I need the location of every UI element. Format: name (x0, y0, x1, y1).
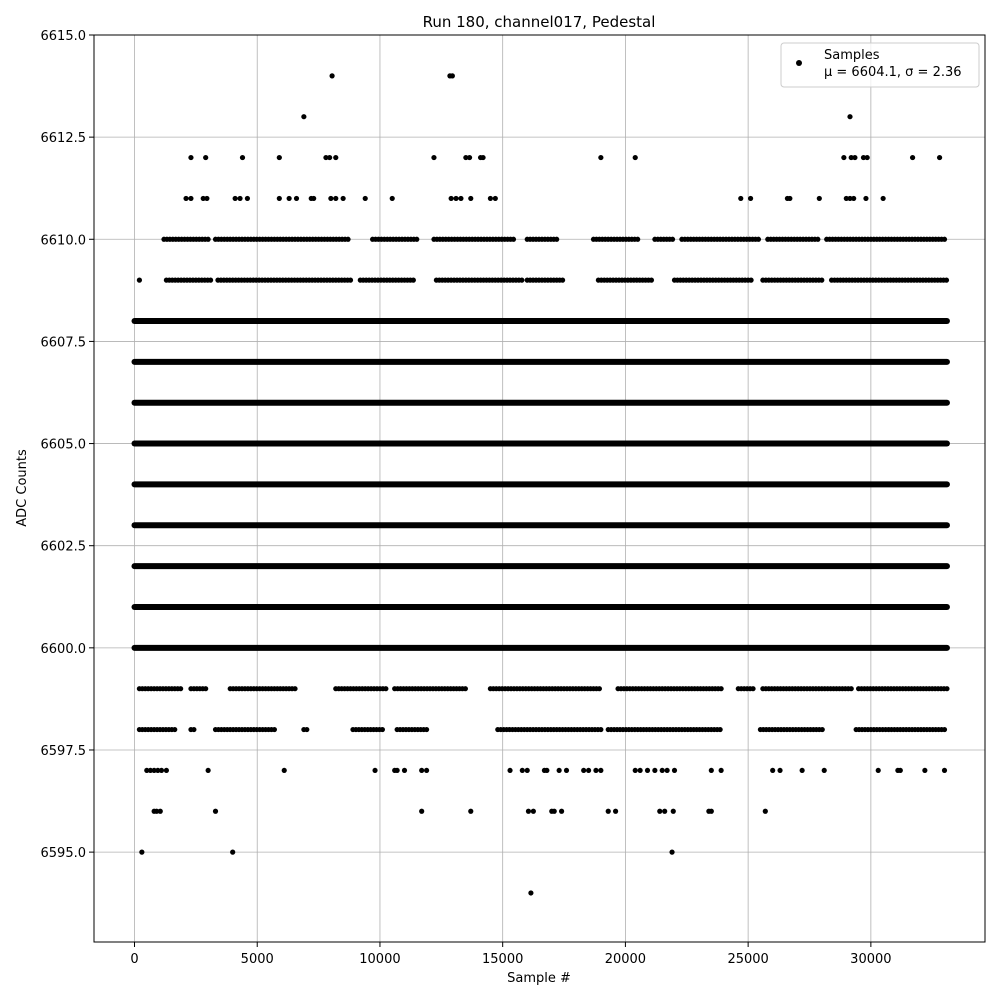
data-point (586, 768, 591, 773)
x-tick-label: 10000 (359, 952, 401, 967)
data-point (458, 196, 463, 201)
data-point (178, 686, 183, 691)
y-tick-label: 6612.5 (40, 131, 86, 147)
data-point (468, 809, 473, 814)
data-point (341, 196, 346, 201)
data-point (564, 768, 569, 773)
data-point (414, 237, 419, 242)
data-point (633, 155, 638, 160)
data-point (898, 768, 903, 773)
data-point (467, 155, 472, 160)
data-point (719, 768, 724, 773)
data-point (937, 155, 942, 160)
data-point (292, 686, 297, 691)
data-point (597, 686, 602, 691)
data-point (800, 768, 805, 773)
data-point (598, 155, 603, 160)
data-point (233, 196, 238, 201)
data-point (598, 727, 603, 732)
data-point (554, 237, 559, 242)
data-point (164, 768, 169, 773)
data-point (718, 727, 723, 732)
data-point (204, 196, 209, 201)
data-point (208, 278, 213, 283)
data-point (139, 850, 144, 855)
data-point (277, 196, 282, 201)
data-point (525, 768, 530, 773)
data-point (287, 196, 292, 201)
data-point (345, 237, 350, 242)
data-point (652, 768, 657, 773)
legend-marker (796, 60, 802, 66)
x-tick-label: 5000 (240, 952, 274, 967)
y-tick-label: 6600.0 (40, 641, 86, 657)
data-point (480, 155, 485, 160)
data-point (598, 768, 603, 773)
data-point (849, 686, 854, 691)
data-point (213, 809, 218, 814)
data-point (669, 850, 674, 855)
y-tick-label: 6602.5 (40, 539, 86, 555)
data-point (520, 768, 525, 773)
legend-series-name: Samples (824, 48, 880, 63)
data-point (709, 809, 714, 814)
data-point (453, 196, 458, 201)
data-point (852, 155, 857, 160)
data-point (463, 686, 468, 691)
data-point (329, 73, 334, 78)
data-point (395, 768, 400, 773)
data-point (865, 155, 870, 160)
data-point (301, 114, 306, 119)
data-point (817, 196, 822, 201)
x-tick-label: 15000 (482, 952, 524, 967)
y-tick-label: 6607.5 (40, 335, 86, 351)
data-point (240, 155, 245, 160)
data-point (419, 809, 424, 814)
data-point (333, 155, 338, 160)
data-point (665, 768, 670, 773)
data-point (763, 809, 768, 814)
data-point (559, 809, 564, 814)
data-point (383, 686, 388, 691)
data-point (638, 768, 643, 773)
data-point (709, 768, 714, 773)
data-point (493, 196, 498, 201)
data-point (671, 809, 676, 814)
data-point (942, 727, 947, 732)
data-point (277, 155, 282, 160)
data-point (660, 768, 665, 773)
data-point (633, 768, 638, 773)
data-point (645, 768, 650, 773)
data-point (881, 196, 886, 201)
data-point (738, 196, 743, 201)
data-point (770, 768, 775, 773)
legend-stats: μ = 6604.1, σ = 2.36 (824, 65, 962, 80)
data-point (327, 155, 332, 160)
data-point (876, 768, 881, 773)
data-point (822, 768, 827, 773)
data-point (183, 196, 188, 201)
data-point (137, 278, 142, 283)
data-point (519, 278, 524, 283)
data-point (304, 727, 309, 732)
data-point (424, 768, 429, 773)
data-point (756, 237, 761, 242)
y-tick-label: 6610.0 (40, 233, 86, 249)
data-point (272, 727, 277, 732)
data-point (348, 278, 353, 283)
x-tick-label: 20000 (604, 952, 647, 967)
data-point (863, 196, 868, 201)
data-point (526, 809, 531, 814)
data-point (380, 727, 385, 732)
data-point (581, 768, 586, 773)
data-point (158, 809, 163, 814)
data-point (544, 768, 549, 773)
data-point (159, 768, 164, 773)
data-point (922, 768, 927, 773)
data-point (363, 196, 368, 201)
data-point (468, 196, 473, 201)
data-point (942, 237, 947, 242)
data-point (777, 768, 782, 773)
y-tick-label: 6595.0 (40, 846, 86, 862)
data-point (424, 727, 429, 732)
data-point (942, 768, 947, 773)
y-tick-label: 6597.5 (40, 743, 86, 759)
data-point (613, 809, 618, 814)
data-point (910, 155, 915, 160)
data-point (191, 727, 196, 732)
data-point (328, 196, 333, 201)
data-point (188, 155, 193, 160)
chart-title: Run 180, channel017, Pedestal (422, 13, 656, 31)
data-point (944, 686, 949, 691)
data-point (560, 278, 565, 283)
data-point (511, 237, 516, 242)
data-point (719, 686, 724, 691)
data-point (172, 727, 177, 732)
data-point (431, 155, 436, 160)
data-point (206, 768, 211, 773)
x-tick-label: 25000 (727, 952, 769, 967)
data-point (531, 809, 536, 814)
data-point (294, 196, 299, 201)
data-point (450, 73, 455, 78)
data-point (841, 155, 846, 160)
x-axis-label: Sample # (507, 971, 571, 986)
data-point (672, 768, 677, 773)
data-point (419, 768, 424, 773)
data-point (411, 278, 416, 283)
data-point (657, 809, 662, 814)
data-point (230, 850, 235, 855)
data-point (203, 686, 208, 691)
data-point (528, 890, 533, 895)
data-point (449, 196, 454, 201)
data-point (819, 278, 824, 283)
data-point (750, 686, 755, 691)
data-point (851, 196, 856, 201)
data-point (372, 768, 377, 773)
data-point (206, 237, 211, 242)
data-point (245, 196, 250, 201)
x-tick-label: 0 (130, 952, 139, 967)
y-tick-label: 6615.0 (40, 29, 86, 44)
data-point (670, 237, 675, 242)
data-point (748, 278, 753, 283)
data-point (606, 809, 611, 814)
data-point (787, 196, 792, 201)
data-point (552, 809, 557, 814)
data-point (507, 768, 512, 773)
data-point (662, 809, 667, 814)
data-point (593, 768, 598, 773)
y-axis-label: ADC Counts (15, 449, 30, 527)
data-point (635, 237, 640, 242)
data-point (188, 196, 193, 201)
data-point (203, 155, 208, 160)
data-point (815, 237, 820, 242)
data-point (311, 196, 316, 201)
data-point (402, 768, 407, 773)
data-point (847, 114, 852, 119)
data-point (649, 278, 654, 283)
data-point (282, 768, 287, 773)
y-tick-label: 6605.0 (40, 437, 86, 453)
data-point (557, 768, 562, 773)
data-point (333, 196, 338, 201)
data-point (237, 196, 242, 201)
legend (781, 43, 979, 87)
data-point (488, 196, 493, 201)
x-tick-label: 30000 (850, 952, 892, 967)
data-point (748, 196, 753, 201)
data-point (820, 727, 825, 732)
data-point (390, 196, 395, 201)
data-point (944, 278, 949, 283)
